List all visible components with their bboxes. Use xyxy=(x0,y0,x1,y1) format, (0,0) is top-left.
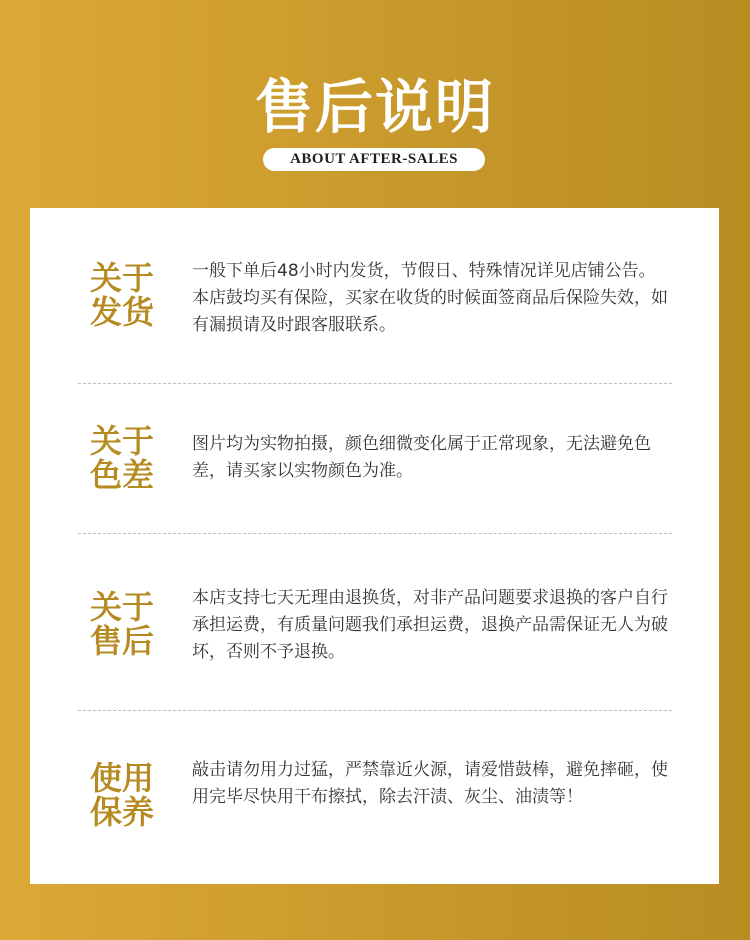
section-heading xyxy=(90,424,160,492)
heading-line: 关于 xyxy=(90,259,155,297)
divider xyxy=(78,533,672,534)
heading-line: 使用 xyxy=(90,759,155,797)
heading-line: 保养 xyxy=(90,793,155,831)
section-heading xyxy=(90,761,160,829)
divider xyxy=(78,710,672,711)
section-text: 一般下单后48小时内发货，节假日、特殊情况详见店铺公告。本店鼓均买有保险，买家在收货的时候面签商品后保险失效，如有漏损请及时跟客服联系。 xyxy=(192,261,668,335)
heading-line: 发货 xyxy=(90,293,155,331)
section-text: 敲击请勿用力过猛，严禁靠近火源，请爱惜鼓棒，避免摔砸，使用完毕尽快用干布擦拭，除去汗渍、灰尘、油渍等！ xyxy=(192,760,668,807)
section-heading xyxy=(90,261,160,329)
heading-line: 关于 xyxy=(90,422,155,460)
section-text: 图片均为实物拍摄，颜色细微变化属于正常现象，无法避免色差，请买家以实物颜色为准。 xyxy=(192,434,651,481)
section-heading xyxy=(90,590,160,658)
subtitle-badge: ABOUT AFTER-SALES xyxy=(263,148,485,171)
page-title: 售后说明 xyxy=(254,73,495,141)
heading-line: 售后 xyxy=(90,622,155,660)
heading-line: 色差 xyxy=(90,456,155,494)
content-card xyxy=(30,208,719,884)
section-text: 本店支持七天无理由退换货，对非产品问题要求退换的客户自行承担运费，有质量问题我们承担运费，退换产品需保证无人为破坏，否则不予退换。 xyxy=(192,588,668,662)
heading-line: 关于 xyxy=(90,588,155,626)
page-header xyxy=(0,0,750,200)
divider xyxy=(78,383,672,384)
